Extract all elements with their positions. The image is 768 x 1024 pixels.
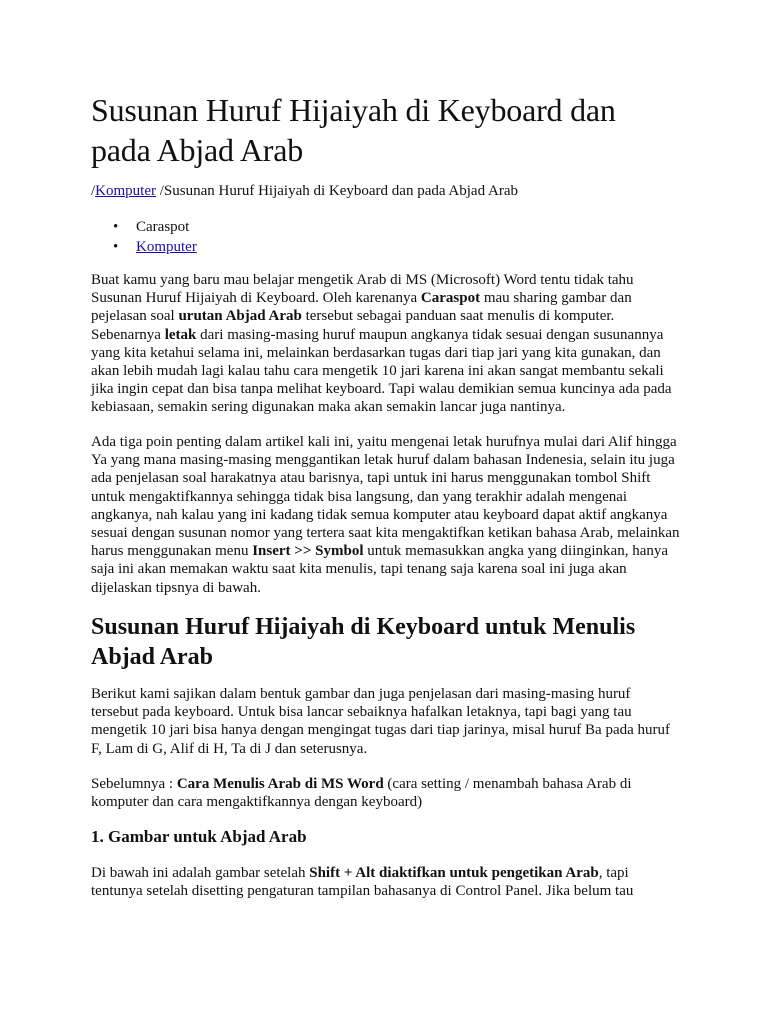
text-run: tersebut sebagai panduan saat menulis di komputer. Sebenarnya <box>91 308 615 343</box>
bold-run: Insert >> Symbol <box>252 543 364 560</box>
paragraph-keyboard-intro: Berikut kami sajikan dalam bentuk gambar dan juga penjelasan dari masing-masing huruf tersebut pada keyboard. Untuk bisa lancar sebaiknya hafalkan letaknya, tapi bagi yang tau mengetik 10 jari bisa hanya dengan mengingat tugas dari tiap jarinya, misal huruf Ba pada huruf F, Lam di G, Alif di H, Ta di J dan seterusnya. <box>91 686 670 757</box>
paragraph-previously <box>91 775 681 811</box>
bold-run: Shift + Alt diaktifkan untuk pengetikan Arab <box>309 865 599 881</box>
text-run: (cara setting / menambah bahasa Arab di komputer dan cara mengaktifkannya dengan keyboard) <box>91 776 632 811</box>
text-run: Ada tiga poin penting dalam artikel kali ini, yaitu mengenai letak hurufnya mulai dari Alif hingga Ya yang mana masing-masing menggantikan letak huruf dalam bahasan Indenesia, selain itu juga ada penjelasan soal harakatnya atau barisnya, tapi untuk ini harus menggunakan tombol Shift untuk mengaktifkannya sehingga tidak bisa langsung, dan yang terakhir adalah mengenai angkanya, nah kalau yang ini kadang tidak semua komputer atau keyboard dapat aktif angkanya sesuai dengan susunan nomor yang tertera saat kita mengaktifkan ketikan bahasa Arab, melainkan harus menggunakan menu <box>91 434 680 560</box>
article-title: Susunan Huruf Hijaiyah di Keyboard dan pada Abjad Arab <box>91 92 616 168</box>
text-run: mau sharing gambar dan pejelasan soal <box>91 290 632 325</box>
text-run: , tapi tentunya setelah disetting pengaturan tampilan bahasanya di Control Panel. Jika belum tau <box>91 865 634 900</box>
bold-run: letak <box>164 326 197 343</box>
breadcrumb-current: /Susunan Huruf Hijaiyah di Keyboard dan pada Abjad Arab <box>156 183 518 199</box>
bold-run: urutan Abjad Arab <box>178 308 302 325</box>
breadcrumb <box>91 181 518 201</box>
tag-item-caraspot <box>91 217 197 237</box>
breadcrumb-separator: / <box>91 183 96 199</box>
text-run: untuk memasukkan angka yang diinginkan, hanya saja ini akan memakan waktu saat kita menulis, tapi tenang saja karena soal ini juga akan dijelaskan tipsnya di bawah. <box>91 543 669 596</box>
paragraph-intro <box>91 271 681 417</box>
text-run: Buat kamu yang baru mau belajar mengetik Arab di MS (Microsoft) Word tentu tidak tahu Susunan Huruf Hijaiyah di Keyboard. Oleh karenanya <box>91 272 634 307</box>
tag-list <box>91 217 197 257</box>
text-run: dari masing-masing huruf maupun angkanya tidak sesuai dengan susunannya yang kita ketahui selama ini, melainkan berdasarkan tugas dari tiap jari yang kita gunakan, dan akan lebih mudah lagi kalau tahu cara mengetik 10 jari karena ini akan sangat membantu sekali jika ingin cepat dan bisa tanpa melihat keyboard. Tapi walau demikian semua kuncinya ada pada kebiasaan, semakin sering digunakan maka akan semakin lancar juga nantinya. <box>91 326 672 416</box>
bold-run: Caraspot <box>420 290 481 307</box>
breadcrumb-link-komputer[interactable]: Komputer <box>95 183 156 199</box>
section-heading: Susunan Huruf Hijaiyah di Keyboard untuk Menulis Abjad Arab <box>91 614 636 670</box>
text-run: Di bawah ini adalah gambar setelah <box>91 865 310 881</box>
text-run: Sebelumnya : <box>91 776 177 792</box>
bold-run: Cara Menulis Arab di MS Word <box>176 776 384 792</box>
subsection-heading: 1. Gambar untuk Abjad Arab <box>91 827 307 846</box>
paragraph-image-intro <box>91 864 681 900</box>
tag-label: Caraspot <box>136 219 190 235</box>
tag-item-komputer <box>91 237 197 257</box>
paragraph-points <box>91 433 681 597</box>
tag-link-komputer[interactable]: Komputer <box>136 239 197 255</box>
